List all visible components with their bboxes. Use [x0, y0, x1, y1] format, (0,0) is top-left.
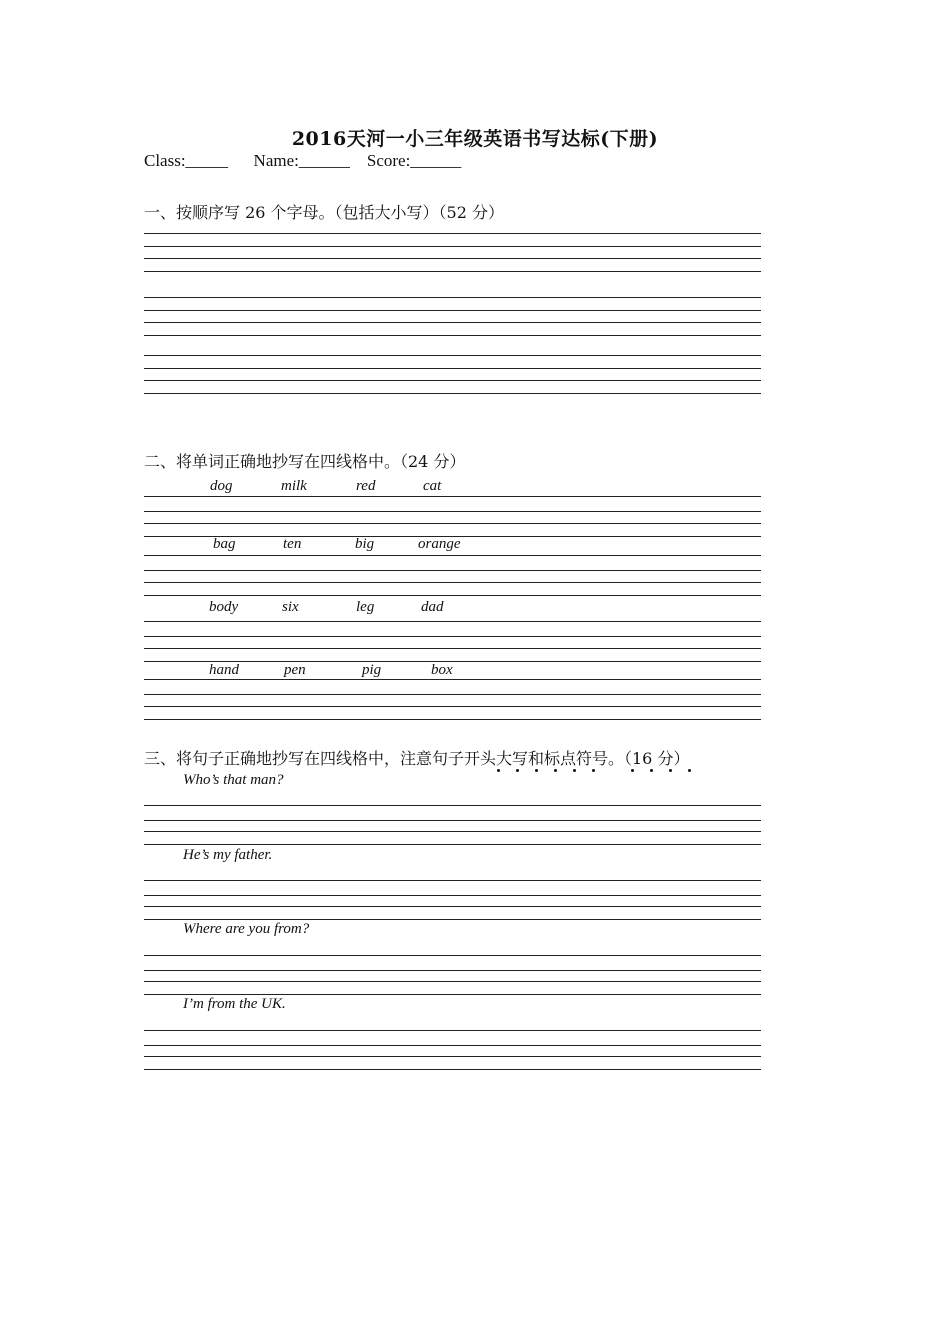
word-item: milk [281, 478, 307, 494]
word-item: bag [213, 536, 236, 552]
word-item: hand [209, 662, 239, 678]
writing-line [144, 496, 761, 497]
sentence-item: He’s my father. [183, 847, 273, 863]
word-item: leg [356, 599, 375, 615]
writing-line [144, 1045, 761, 1046]
writing-line [144, 355, 761, 356]
writing-line [144, 648, 761, 649]
emphasis-dot [669, 769, 672, 772]
emphasis-dot [535, 769, 538, 772]
writing-line [144, 1056, 761, 1057]
section-2-heading: 二、将单词正确地抄写在四线格中。（24 分） [144, 452, 466, 471]
writing-line [144, 1030, 761, 1031]
word-item: cat [423, 478, 442, 494]
writing-line [144, 706, 761, 707]
emphasis-dot [497, 769, 500, 772]
writing-line [144, 310, 761, 311]
page-title: 2016天河一小三年级英语书写达标(下册) [291, 128, 659, 150]
emphasis-dot [650, 769, 653, 772]
writing-line [144, 906, 761, 907]
word-item: body [209, 599, 239, 615]
writing-line [144, 880, 761, 881]
section-3-heading: 三、将句子正确地抄写在四线格中，注意句子开头大写和标点符号。（16 分） [144, 749, 690, 768]
writing-line [144, 246, 761, 247]
writing-line [144, 955, 761, 956]
word-item: red [356, 478, 376, 494]
writing-line [144, 595, 761, 596]
writing-line [144, 297, 761, 298]
writing-line [144, 805, 761, 806]
emphasis-dot [631, 769, 634, 772]
writing-line [144, 636, 761, 637]
writing-line [144, 719, 761, 720]
section-1-heading: 一、按顺序写 26 个字母。（包括大小写）（52 分） [144, 203, 504, 222]
word-item: pen [284, 662, 306, 678]
writing-line [144, 322, 761, 323]
word-item: box [431, 662, 453, 678]
emphasis-dot [688, 769, 691, 772]
emphasis-dot [573, 769, 576, 772]
writing-line [144, 570, 761, 571]
writing-line [144, 368, 761, 369]
writing-line [144, 831, 761, 832]
writing-line [144, 820, 761, 821]
writing-line [144, 970, 761, 971]
word-item: ten [283, 536, 302, 552]
writing-line [144, 981, 761, 982]
sentence-item: Where are you from? [183, 921, 310, 937]
word-item: big [355, 536, 375, 552]
writing-line [144, 335, 761, 336]
word-item: orange [418, 536, 461, 552]
writing-line [144, 919, 761, 920]
word-item: dad [421, 599, 444, 615]
writing-line [144, 380, 761, 381]
sentence-item: Who’s that man? [183, 772, 284, 788]
emphasis-dot [592, 769, 595, 772]
writing-line [144, 582, 761, 583]
writing-line [144, 621, 761, 622]
writing-line [144, 679, 761, 680]
writing-line [144, 523, 761, 524]
writing-line [144, 258, 761, 259]
writing-line [144, 895, 761, 896]
writing-line [144, 994, 761, 995]
writing-line [144, 555, 761, 556]
word-item: six [282, 599, 299, 615]
emphasis-dot [554, 769, 557, 772]
writing-line [144, 1069, 761, 1070]
writing-line [144, 393, 761, 394]
student-info-line: Class:_____ Name:______ Score:______ [144, 151, 462, 170]
word-item: dog [210, 478, 233, 494]
writing-line [144, 511, 761, 512]
writing-line [144, 694, 761, 695]
writing-line [144, 271, 761, 272]
writing-line [144, 844, 761, 845]
word-item: pig [362, 662, 382, 678]
emphasis-dot [516, 769, 519, 772]
sentence-item: I’m from the UK. [183, 996, 286, 1012]
writing-line [144, 233, 761, 234]
